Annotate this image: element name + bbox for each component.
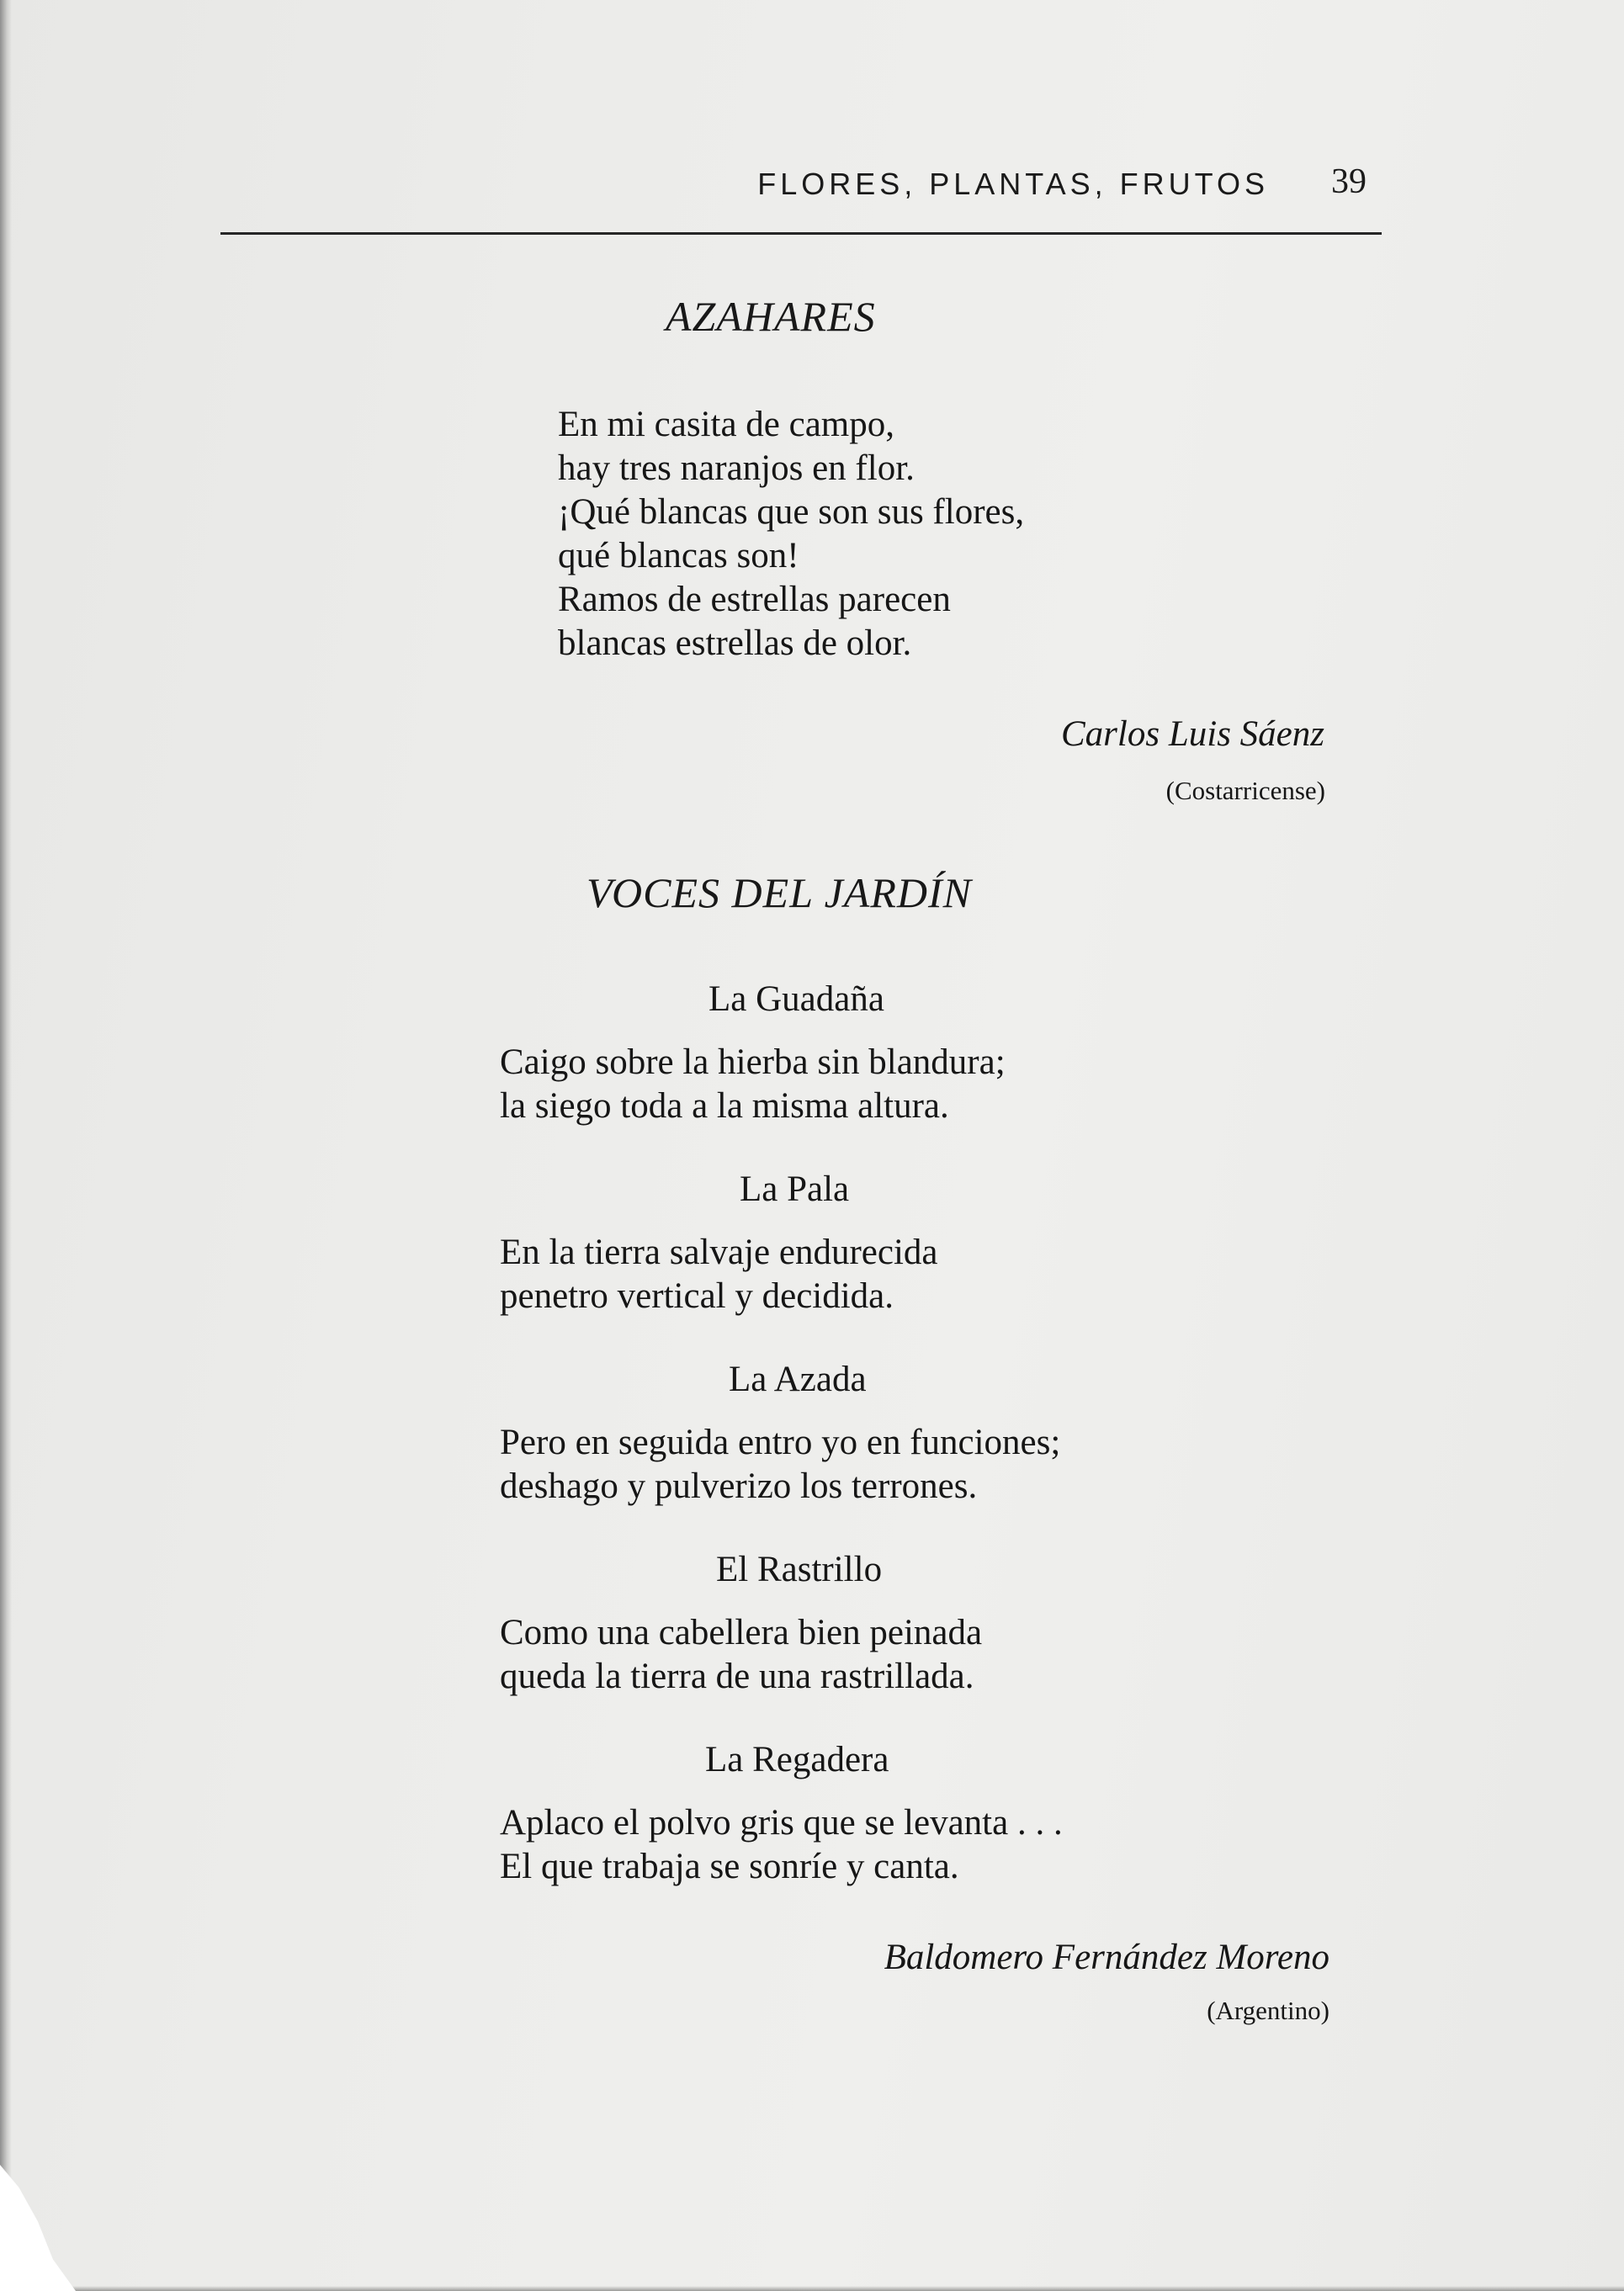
running-header	[219, 160, 1380, 210]
page-number: 39	[1331, 162, 1367, 201]
verse-line: El que trabaja se sonríe y canta.	[500, 1847, 959, 1886]
poem-title-voces-del-jardin: VOCES DEL JARDÍN	[586, 869, 972, 916]
verse-line: deshago y pulverizo los terrones.	[500, 1466, 978, 1506]
page-left-edge-shadow	[0, 0, 12, 2291]
verse-line: penetro vertical y decidida.	[500, 1276, 894, 1316]
verse-line: queda la tierra de una rastrillada.	[500, 1657, 974, 1696]
verse-line: Aplaco el polvo gris que se levanta . . .	[500, 1803, 1063, 1843]
poem-couplet	[500, 1041, 1006, 1128]
poem-couplet	[500, 1231, 938, 1318]
poem-azahares-stanza	[558, 403, 1024, 666]
poem-couplet	[500, 1421, 1060, 1509]
verse-line: Como una cabellera bien peinada	[500, 1613, 983, 1652]
verse-line: Ramos de estrellas parecen	[558, 580, 951, 619]
verse-line: ¡Qué blancas que son sus flores,	[558, 492, 1025, 532]
verse-line: qué blancas son!	[558, 536, 799, 575]
verse-line: Caigo sobre la hierba sin blandura;	[500, 1042, 1006, 1082]
poem-couplet	[500, 1801, 1063, 1889]
section-heading: La Azada	[729, 1360, 867, 1399]
poem-title-azahares: AZAHARES	[666, 293, 876, 340]
section-heading: La Guadaña	[709, 979, 884, 1019]
section-heading: La Pala	[740, 1169, 850, 1209]
verse-line: la siego toda a la misma altura.	[500, 1086, 949, 1126]
poem-author: Carlos Luis Sáenz	[1060, 714, 1324, 754]
author-nationality: (Argentino)	[1207, 1996, 1329, 2025]
section-heading: El Rastrillo	[716, 1550, 883, 1589]
verse-line: blancas estrellas de olor.	[558, 623, 912, 663]
torn-corner	[0, 2165, 76, 2291]
section-heading: La Regadera	[705, 1740, 889, 1779]
poem-couplet	[500, 1611, 982, 1699]
verse-line: hay tres naranjos en flor.	[558, 448, 915, 488]
verse-line: En mi casita de campo,	[558, 405, 894, 444]
poem-author: Baldomero Fernández Moreno	[884, 1938, 1329, 1977]
author-nationality: (Costarricense)	[1165, 776, 1325, 805]
verse-line: Pero en seguida entro yo en funciones;	[500, 1423, 1061, 1462]
page-bottom-edge-shadow	[0, 2286, 1624, 2291]
verse-line: En la tierra salvaje endurecida	[500, 1233, 938, 1272]
header-rule	[220, 232, 1382, 235]
running-title: FLORES, PLANTAS, FRUTOS	[757, 167, 1269, 201]
